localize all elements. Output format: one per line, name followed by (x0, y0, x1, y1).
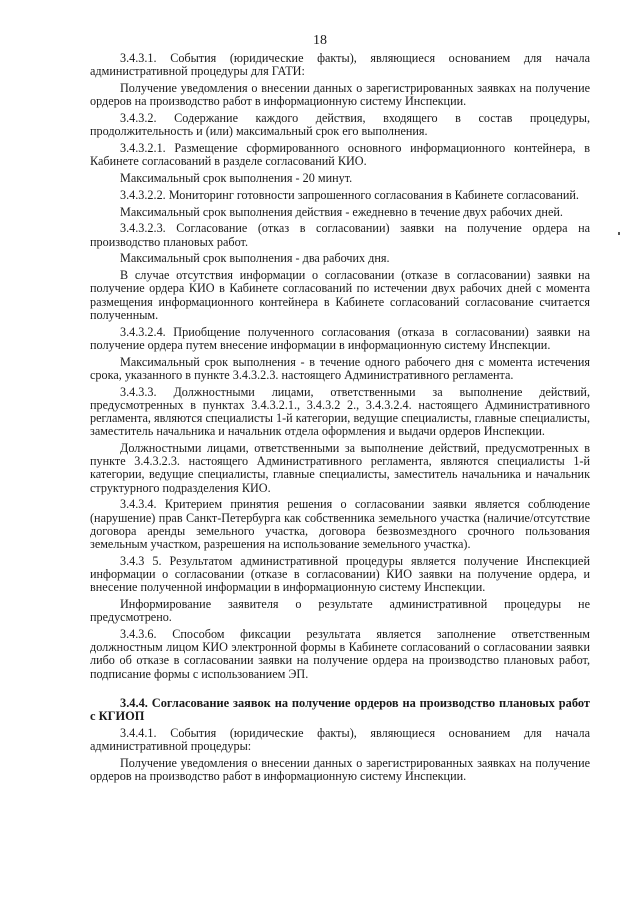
paragraph-officials-kio: Должностными лицами, ответственными за выполнение действий, предусмотренных в пункте 3.4.3.2.3. настоящего Административного регламента, являются специалисты 1-й категории, ведущие специалисты, главные специалисты, заместитель начальника и начальник структурного подразделения КИО. (90, 441, 590, 495)
paragraph-max-time-one-day: Максимальный срок выполнения - в течение одного рабочего дня с момента истечения срока, указанного в пункте 3.4.3.2.3. настоящего Административного регламента. (90, 354, 590, 382)
paragraph-3-4-3-6: 3.4.3.6. Способом фиксации результата является заполнение ответственным должностным лицом КИО электронной формы в Кабинете согласований о согласовании заявки либо об отказе в согласовании заявки на получение ордера на производство плановых работ, подписание формы с использованием ЭП. (90, 627, 590, 681)
paragraph-notification: Получение уведомления о внесении данных о зарегистрированных заявках на получение ордеров на производство работ в информационную систему Инспекции. (90, 81, 590, 109)
paragraph-notification-kgiop: Получение уведомления о внесении данных о зарегистрированных заявках на получение ордеров на производство работ в информационную систему Инспекции. (90, 755, 590, 784)
paragraph-informing-applicant: Информирование заявителя о результате административной процедуры не предусмотрено. (90, 597, 590, 625)
paragraph-3-4-3-2-2: 3.4.3.2.2. Мониторинг готовности запрошенного согласования в Кабинете согласований. (120, 187, 579, 202)
document-body (90, 52, 590, 783)
page-number: 18 (313, 33, 327, 48)
paragraph-max-time-daily: Максимальный срок выполнения действия - ежедневно в течение двух рабочих дней. (120, 204, 563, 219)
paragraph-max-time-two-days: Максимальный срок выполнения - два рабочих дня. (120, 251, 390, 266)
section-heading-3-4-4: 3.4.4. Согласование заявок на получение ордеров на производство плановых работ с КГИОП (90, 695, 590, 724)
paragraph-3-4-3-5: 3.4.3 5. Результатом административной процедуры является получение Инспекцией информации о согласовании (отказе в согласовании) КИО заявки на получение ордера, и внесение полученной информации в информационную систему Инспекции. (90, 553, 590, 595)
paragraph-3-4-3-3: 3.4.3.3. Должностными лицами, ответственными за выполнение действий, предусмотренных в пунктах 3.4.3.2.1., 3.4.3.2 2., 3.4.3.2.4. настоящего Административного регламента, являются специалисты 1-й категории, ведущие специалисты, главные специалисты, заместитель начальника и начальник отдела оформления и выдачи ордеров Инспекции. (90, 384, 590, 439)
paragraph-3-4-3-4: 3.4.3.4. Критерием принятия решения о согласовании заявки является соблюдение (нарушение) прав Санкт-Петербурга как собственника земельного участка (наличие/отсутствие договора аренды земельного участка, договора безвозмездного срочного пользования земельным участком, разрешения на использование земельного участка). (90, 497, 590, 552)
paragraph-max-time-20-min: Максимальный срок выполнения - 20 минут. (120, 171, 353, 185)
paragraph-3-4-3-2-1: 3.4.3.2.1. Размещение сформированного основного информационного контейнера, в Кабинете согласований в разделе согласований КИО. (90, 141, 590, 169)
paragraph-3-4-3-2-4: 3.4.3.2.4. Приобщение полученного согласования (отказа в согласовании) заявки на получение ордера путем внесение информации в информационную систему Инспекции. (90, 324, 590, 352)
paragraph-3-4-4-1: 3.4.4.1. События (юридические факты), являющиеся основанием для начала административной процедуры: (90, 725, 590, 754)
paragraph-absence-of-info: В случае отсутствия информации о согласовании (отказе в согласовании) заявки на получение ордера КИО в Кабинете согласований по истечении двух рабочих дней с момента размещения информационного контейнера в Кабинете согласований согласование считается полученным. (90, 268, 590, 322)
scan-speck (618, 232, 620, 235)
paragraph-3-4-3-1: 3.4.3.1. События (юридические факты), являющиеся основанием для начала административной процедуры для ГАТИ: (90, 51, 590, 79)
paragraph-3-4-3-2-3: 3.4.3.2.3. Согласование (отказ в согласовании) заявки на получение ордера на производство плановых работ. (90, 221, 590, 249)
paragraph-3-4-3-2: 3.4.3.2. Содержание каждого действия, входящего в состав процедуры, продолжительность и (или) максимальный срок его выполнения. (90, 111, 590, 139)
